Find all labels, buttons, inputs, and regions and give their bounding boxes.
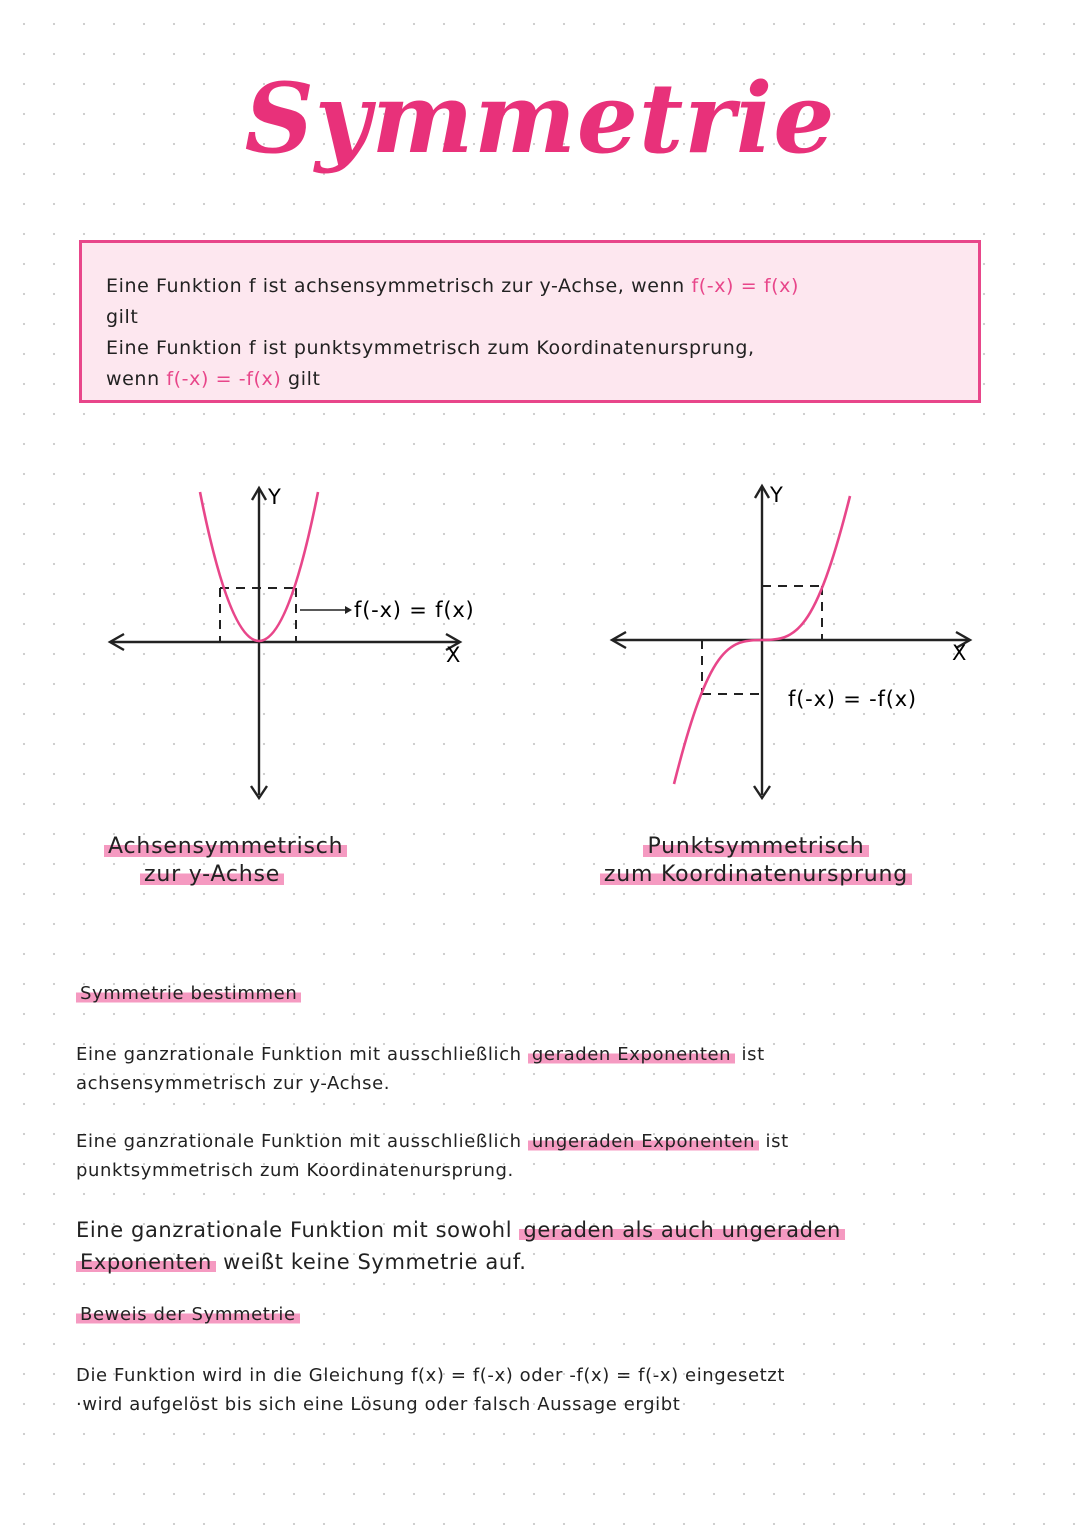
right-caption bbox=[566, 833, 946, 889]
section-heading-proof: Beweis der Symmetrie bbox=[76, 1304, 300, 1325]
definition-line-1: Eine Funktion f ist achsensymmetrisch zur y-Achse, wenn f(-x) = f(x) bbox=[106, 275, 800, 297]
paragraph-odd-exponents: Eine ganzrationale Funktion mit ausschließlich ungeraden Exponenten ist punktsymmetrisch zum Koordinatenursprung. bbox=[76, 1131, 789, 1181]
section-heading-determine: Symmetrie bestimmen bbox=[76, 983, 301, 1004]
highlight-even-exponents: geraden Exponenten bbox=[528, 1044, 735, 1065]
highlight-exponents: Exponenten bbox=[76, 1250, 216, 1274]
parabola-graph bbox=[100, 470, 520, 810]
y-axis-label: Y bbox=[770, 483, 784, 507]
point-symmetry-formula: f(-x) = -f(x) bbox=[166, 368, 282, 390]
x-axis-label: X bbox=[952, 641, 968, 665]
left-caption bbox=[104, 833, 347, 889]
equation-label: f(-x) = -f(x) bbox=[788, 687, 917, 711]
definition-line-2: gilt bbox=[106, 306, 139, 328]
paragraph-proof: Die Funktion wird in die Gleichung f(x) = f(-x) oder -f(x) = f(-x) eingesetzt ·wird aufgelöst bis sich eine Lösung oder falsch Aussage ergibt bbox=[76, 1365, 786, 1415]
cubic-graph bbox=[600, 470, 1000, 810]
highlight-mixed-exponents: geraden als auch ungeraden bbox=[519, 1218, 845, 1242]
left-caption-line-2: zur y-Achse bbox=[140, 862, 284, 887]
page-title: Symmetrie bbox=[244, 62, 836, 175]
highlight-odd-exponents: ungeraden Exponenten bbox=[528, 1131, 759, 1152]
definition-line-4: wenn f(-x) = -f(x) gilt bbox=[106, 368, 321, 390]
left-caption-line-1: Achsensymmetrisch bbox=[104, 834, 347, 859]
right-caption-line-2: zum Koordinatenursprung bbox=[600, 862, 912, 887]
x-axis-label: X bbox=[446, 643, 462, 667]
paragraph-mixed-exponents: Eine ganzrationale Funktion mit sowohl geraden als auch ungeraden Exponenten weißt keine Symmetrie auf. bbox=[76, 1214, 845, 1278]
paragraph-even-exponents: Eine ganzrationale Funktion mit ausschließlich geraden Exponenten ist achsensymmetrisch zur y-Achse. bbox=[76, 1044, 765, 1094]
y-axis-label: Y bbox=[268, 485, 282, 509]
definition-line-3: Eine Funktion f ist punktsymmetrisch zum Koordinatenursprung, bbox=[106, 337, 755, 359]
right-caption-line-1: Punktsymmetrisch bbox=[643, 834, 868, 859]
definition-box bbox=[79, 240, 981, 403]
equation-label: f(-x) = f(x) bbox=[354, 598, 475, 622]
axis-symmetry-formula: f(-x) = f(x) bbox=[691, 275, 800, 297]
